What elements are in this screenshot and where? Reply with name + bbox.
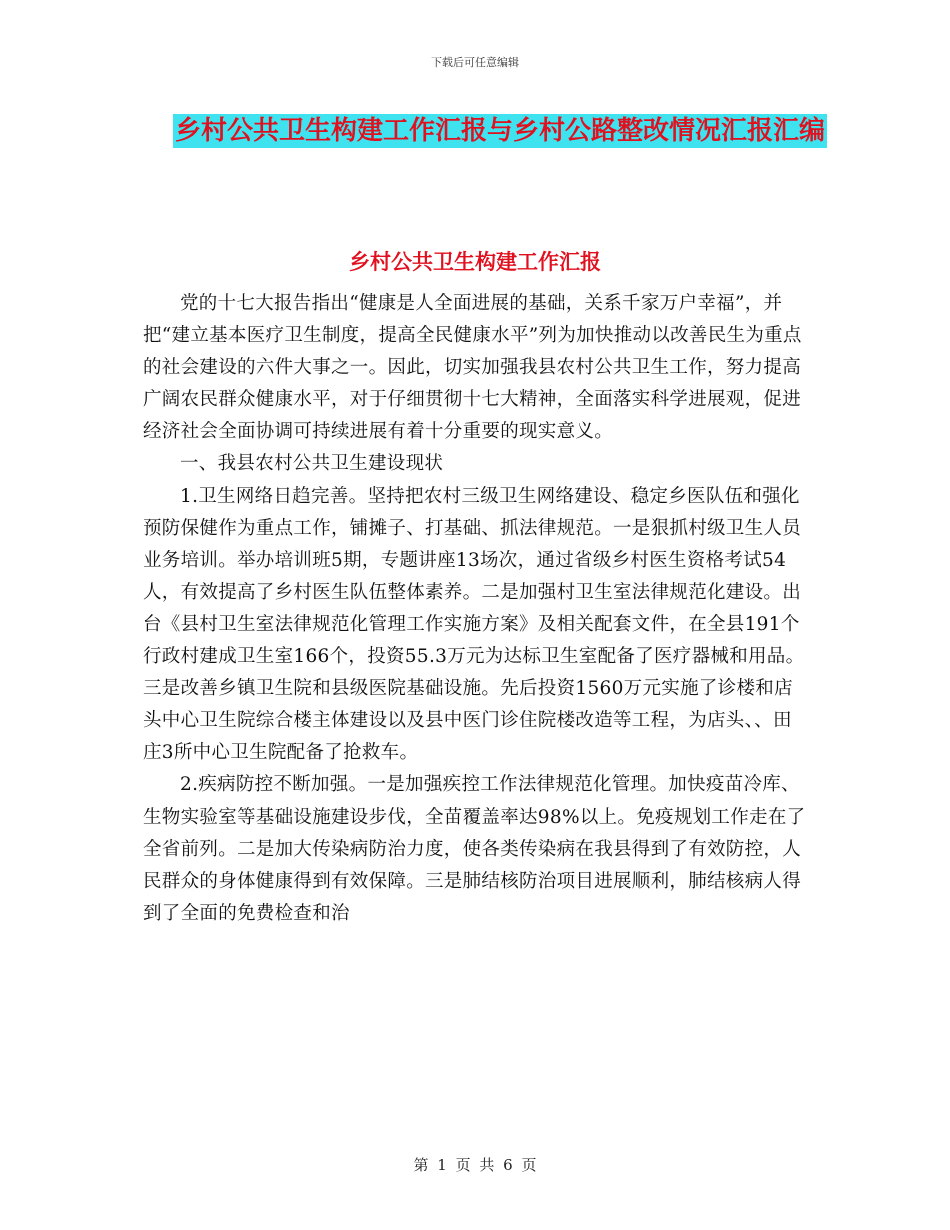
document-title — [150, 108, 850, 154]
page-number: 第 1 页 共 6 页 — [413, 1156, 537, 1174]
paragraph-disease-control: 2.疾病防控不断加强。一是加强疾控工作法律规范化管理。加快疫苗冷库、生物实验室等基础设施建设步伐，全苗覆盖率达98%以上。免疫规划工作走在了全省前列。二是加大传染病防治力度，使各类传染病在我县得到了有效防控，人民群众的身体健康得到有效保障。三是肺结核防治项目进展顺利，肺结核病人得到了全面的免费检查和治 — [143, 774, 806, 924]
paragraph-heading-status: 一、我县农村公共卫生建设现状 — [180, 453, 444, 475]
page-header-note: 下载后可任意编辑 — [431, 56, 519, 69]
body-text — [143, 288, 807, 930]
paragraph-health-network: 1.卫生网络日趋完善。坚持把农村三级卫生网络建设、稳定乡医队伍和强化预防保健作为重点工作，铺摊子、打基础、抓法律规范。一是狠抓村级卫生人员业务培训。举办培训班5期，专题讲座13场次，通过省级乡村医生资格考试54人，有效提高了乡村医生队伍整体素养。二是加强村卫生室法律规范化建设。出台《县村卫生室法律规范化管理工作实施方案》及相关配套文件，在全县191个行政村建成卫生室166个，投资55.3万元为达标卫生室配备了医疗器械和用品。三是改善乡镇卫生院和县级医院基础设施。先后投资1560万元实施了诊楼和店头中心卫生院综合楼主体建设以及县中医门诊住院楼改造等工程，为店头、、田庄3所中心卫生院配备了抢救车。 — [143, 485, 805, 764]
paragraph-intro: 党的十七大报告指出“健康是人全面进展的基础，关系千家万户幸福”，并把“建立基本医疗卫生制度，提高全民健康水平”列为加快推动以改善民生为重点的社会建设的六件大事之一。因此，切实加强我县农村公共卫生工作，努力提高广阔农民群众健康水平，对于仔细贯彻十七大精神，全面落实科学进展观，促进经济社会全面协调可持续进展有着十分重要的现实意义。 — [143, 293, 802, 443]
document-title-text: 乡村公共卫生构建工作汇报与乡村公路整改情况汇报汇编 — [174, 116, 825, 146]
section-title: 乡村公共卫生构建工作汇报 — [349, 250, 601, 274]
